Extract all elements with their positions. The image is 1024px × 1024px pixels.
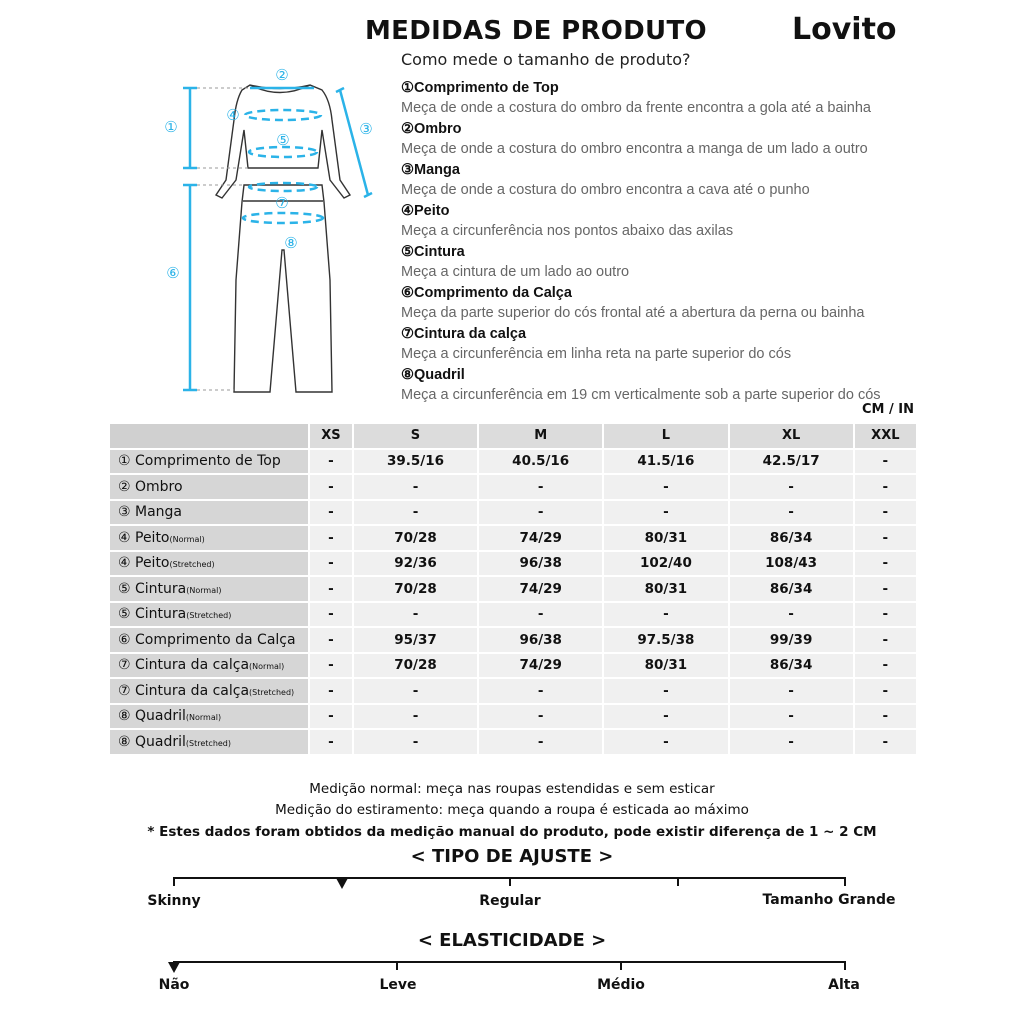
guide-item-desc: Meça de onde a costura do ombro encontra a manga de um lado a outro xyxy=(401,141,868,157)
table-cell: - xyxy=(310,603,352,627)
table-cell: - xyxy=(310,501,352,525)
table-row xyxy=(110,450,916,474)
table-cell: - xyxy=(855,450,916,474)
row-label xyxy=(110,705,308,729)
table-cell: - xyxy=(855,628,916,652)
marker-7: ⑦ xyxy=(275,194,289,212)
table-cell: 70/28 xyxy=(354,526,477,550)
table-body xyxy=(110,450,916,754)
table-row xyxy=(110,577,916,601)
table-cell: 97.5/38 xyxy=(604,628,727,652)
elasticity-label-none: Não xyxy=(158,977,190,993)
guide-item-title: ⑧Quadril xyxy=(401,367,465,383)
table-cell: - xyxy=(354,603,477,627)
guide-item-title: ④Peito xyxy=(401,203,450,219)
guide-item xyxy=(401,160,921,201)
table-cell: - xyxy=(604,730,727,754)
fit-tick xyxy=(509,877,511,886)
guide-item-desc: Meça de onde a costura do ombro da frente encontra a gola até a bainha xyxy=(401,100,871,116)
guide-item-title: ⑥Comprimento da Calça xyxy=(401,285,572,301)
table-row xyxy=(110,552,916,576)
table-cell: 42.5/17 xyxy=(730,450,853,474)
row-label xyxy=(110,603,308,627)
table-row xyxy=(110,526,916,550)
marker-3: ③ xyxy=(359,120,373,138)
table-cell: - xyxy=(479,501,602,525)
table-cell: 40.5/16 xyxy=(479,450,602,474)
table-cell: - xyxy=(354,475,477,499)
marker-1: ① xyxy=(164,118,178,136)
table-cell: - xyxy=(310,475,352,499)
elasticity-tick xyxy=(620,961,622,970)
row-label-suffix: (Normal) xyxy=(249,662,285,672)
table-cell: - xyxy=(354,679,477,703)
row-label xyxy=(110,475,308,499)
row-label-suffix: (Normal) xyxy=(185,713,222,723)
row-label-text: ⑧ Quadril xyxy=(118,733,186,750)
measurement-guide xyxy=(401,78,921,406)
row-label-text: ④ Peito xyxy=(118,555,170,572)
row-label-suffix: (Stretched) xyxy=(249,687,295,697)
elasticity-tick xyxy=(396,961,398,970)
brand-logo: Lovito xyxy=(792,12,897,47)
table-cell: 86/34 xyxy=(730,577,853,601)
fit-indicator-icon xyxy=(336,878,348,889)
marker-5: ⑤ xyxy=(276,131,290,149)
table-cell: - xyxy=(730,475,853,499)
guide-item-title: ⑤Cintura xyxy=(401,244,465,260)
table-cell: - xyxy=(479,730,602,754)
table-cell: 41.5/16 xyxy=(604,450,727,474)
table-corner-cell xyxy=(110,424,308,448)
row-label-suffix: (Stretched) xyxy=(186,611,232,621)
row-label-text: ③ Manga xyxy=(118,504,182,521)
row-label xyxy=(110,679,308,703)
table-cell: - xyxy=(855,603,916,627)
note-disclaimer: * Estes dados foram obtidos da medição manual do produto, pode existir diferença de 1 ~ 2 CM xyxy=(147,824,877,840)
guide-item xyxy=(401,119,921,160)
table-cell: - xyxy=(479,475,602,499)
guide-item xyxy=(401,78,921,119)
table-row xyxy=(110,705,916,729)
row-label xyxy=(110,501,308,525)
table-cell: - xyxy=(730,501,853,525)
subtitle: Como mede o tamanho de produto? xyxy=(401,50,691,69)
row-label-text: ④ Peito xyxy=(118,529,170,546)
row-label-text: ⑧ Quadril xyxy=(118,708,186,725)
fit-tick xyxy=(677,877,679,886)
fit-title: < TIPO DE AJUSTE > xyxy=(410,846,614,867)
fit-tick xyxy=(844,877,846,886)
size-header: XXL xyxy=(855,424,916,448)
table-cell: - xyxy=(604,679,727,703)
garment-diagram xyxy=(150,60,390,400)
table-cell: 70/28 xyxy=(354,577,477,601)
table-cell: - xyxy=(604,603,727,627)
table-row xyxy=(110,603,916,627)
size-header: XL xyxy=(730,424,853,448)
table-cell: - xyxy=(730,730,853,754)
guide-item-desc: Meça da parte superior do cós frontal até a abertura da perna ou bainha xyxy=(401,305,865,321)
table-cell: - xyxy=(855,654,916,678)
table-cell: - xyxy=(730,603,853,627)
row-label-text: ⑥ Comprimento da Calça xyxy=(118,631,296,648)
marker-6: ⑥ xyxy=(166,264,180,282)
table-cell: - xyxy=(310,628,352,652)
table-cell: 74/29 xyxy=(479,577,602,601)
guide-item-desc: Meça a circunferência em 19 cm verticalmente sob a parte superior do cós xyxy=(401,387,881,403)
row-label xyxy=(110,450,308,474)
table-cell: 92/36 xyxy=(354,552,477,576)
table-cell: 70/28 xyxy=(354,654,477,678)
table-cell: - xyxy=(855,705,916,729)
unit-label: CM / IN xyxy=(862,402,914,417)
fit-label-skinny: Skinny xyxy=(147,893,201,909)
size-header: S xyxy=(354,424,477,448)
guide-item-desc: Meça a circunferência em linha reta na parte superior do cós xyxy=(401,346,792,362)
table-cell: - xyxy=(310,552,352,576)
elasticity-scale-line xyxy=(173,961,846,963)
fit-label-large: Tamanho Grande xyxy=(762,892,896,908)
guide-item-title: ⑦Cintura da calça xyxy=(401,326,527,342)
table-cell: - xyxy=(730,705,853,729)
guide-item xyxy=(401,201,921,242)
row-label-suffix: (Stretched) xyxy=(185,738,232,748)
table-cell: - xyxy=(855,526,916,550)
table-cell: - xyxy=(310,577,352,601)
table-cell: 86/34 xyxy=(730,526,853,550)
table-cell: - xyxy=(479,603,602,627)
table-cell: 80/31 xyxy=(604,654,727,678)
row-label-suffix: (Normal) xyxy=(169,534,205,544)
table-cell: - xyxy=(855,730,916,754)
guide-item-desc: Meça a circunferência nos pontos abaixo das axilas xyxy=(401,223,734,239)
elasticity-label-light: Leve xyxy=(379,977,417,993)
table-cell: 108/43 xyxy=(730,552,853,576)
guide-item-title: ②Ombro xyxy=(401,121,462,137)
guide-item-desc: Meça de onde a costura do ombro encontra a cava até o punho xyxy=(401,182,810,198)
table-cell: 80/31 xyxy=(604,577,727,601)
elasticity-tick xyxy=(844,961,846,970)
guide-item-desc: Meça a cintura de um lado ao outro xyxy=(401,264,630,280)
row-label-text: ⑦ Cintura da calça xyxy=(118,657,250,674)
table-cell: - xyxy=(310,730,352,754)
table-cell: 102/40 xyxy=(604,552,727,576)
row-label-text: ⑦ Cintura da calça xyxy=(118,682,250,699)
row-label-text: ① Comprimento de Top xyxy=(118,453,281,470)
row-label xyxy=(110,628,308,652)
table-cell: - xyxy=(855,475,916,499)
guide-item xyxy=(401,242,921,283)
table-cell: - xyxy=(354,705,477,729)
guide-item xyxy=(401,365,921,406)
table-cell: - xyxy=(354,501,477,525)
elasticity-label-high: Alta xyxy=(828,977,860,993)
row-label-suffix: (Stretched) xyxy=(169,560,215,570)
elasticity-label-medium: Médio xyxy=(597,977,645,993)
table-cell: - xyxy=(310,705,352,729)
table-row xyxy=(110,654,916,678)
row-label-text: ⑤ Cintura xyxy=(118,606,187,623)
table-cell: - xyxy=(855,501,916,525)
guide-item-title: ③Manga xyxy=(401,162,460,178)
marker-4: ④ xyxy=(226,106,240,124)
row-label xyxy=(110,552,308,576)
table-cell: - xyxy=(479,679,602,703)
elasticity-indicator-icon xyxy=(168,962,180,973)
table-cell: 39.5/16 xyxy=(354,450,477,474)
table-cell: - xyxy=(479,705,602,729)
table-cell: - xyxy=(855,679,916,703)
table-cell: - xyxy=(310,450,352,474)
table-row xyxy=(110,501,916,525)
row-label xyxy=(110,526,308,550)
table-cell: - xyxy=(604,501,727,525)
guide-item xyxy=(401,283,921,324)
guide-item-title: ①Comprimento de Top xyxy=(401,80,559,96)
size-header: L xyxy=(604,424,727,448)
guide-item xyxy=(401,324,921,365)
table-cell: 74/29 xyxy=(479,654,602,678)
table-cell: - xyxy=(310,654,352,678)
table-cell: - xyxy=(310,526,352,550)
table-cell: - xyxy=(855,577,916,601)
row-label-text: ② Ombro xyxy=(118,478,183,495)
note-normal: Medição normal: meça nas roupas estendidas e sem esticar xyxy=(309,781,715,797)
size-table xyxy=(108,422,918,756)
table-cell: - xyxy=(604,705,727,729)
table-row xyxy=(110,679,916,703)
elasticity-title: < ELASTICIDADE > xyxy=(417,930,607,951)
row-label-suffix: (Normal) xyxy=(186,585,222,595)
table-cell: - xyxy=(855,552,916,576)
table-row xyxy=(110,475,916,499)
table-cell: - xyxy=(730,679,853,703)
table-header-row xyxy=(110,424,916,448)
page-title: MEDIDAS DE PRODUTO xyxy=(365,16,707,46)
note-stretch: Medição do estiramento: meça quando a roupa é esticada ao máximo xyxy=(275,802,749,818)
table-cell: 86/34 xyxy=(730,654,853,678)
row-label xyxy=(110,730,308,754)
row-label xyxy=(110,577,308,601)
table-cell: 80/31 xyxy=(604,526,727,550)
size-header: M xyxy=(479,424,602,448)
table-cell: 95/37 xyxy=(354,628,477,652)
row-label-text: ⑤ Cintura xyxy=(118,580,187,597)
fit-label-regular: Regular xyxy=(479,893,541,909)
table-cell: 74/29 xyxy=(479,526,602,550)
table-cell: - xyxy=(310,679,352,703)
marker-8: ⑧ xyxy=(284,234,298,252)
table-cell: - xyxy=(354,730,477,754)
table-cell: - xyxy=(604,475,727,499)
marker-2: ② xyxy=(275,66,289,84)
table-row xyxy=(110,730,916,754)
table-cell: 99/39 xyxy=(730,628,853,652)
table-cell: 96/38 xyxy=(479,628,602,652)
fit-tick xyxy=(173,877,175,886)
table-row xyxy=(110,628,916,652)
size-header: XS xyxy=(310,424,352,448)
row-label xyxy=(110,654,308,678)
table-cell: 96/38 xyxy=(479,552,602,576)
